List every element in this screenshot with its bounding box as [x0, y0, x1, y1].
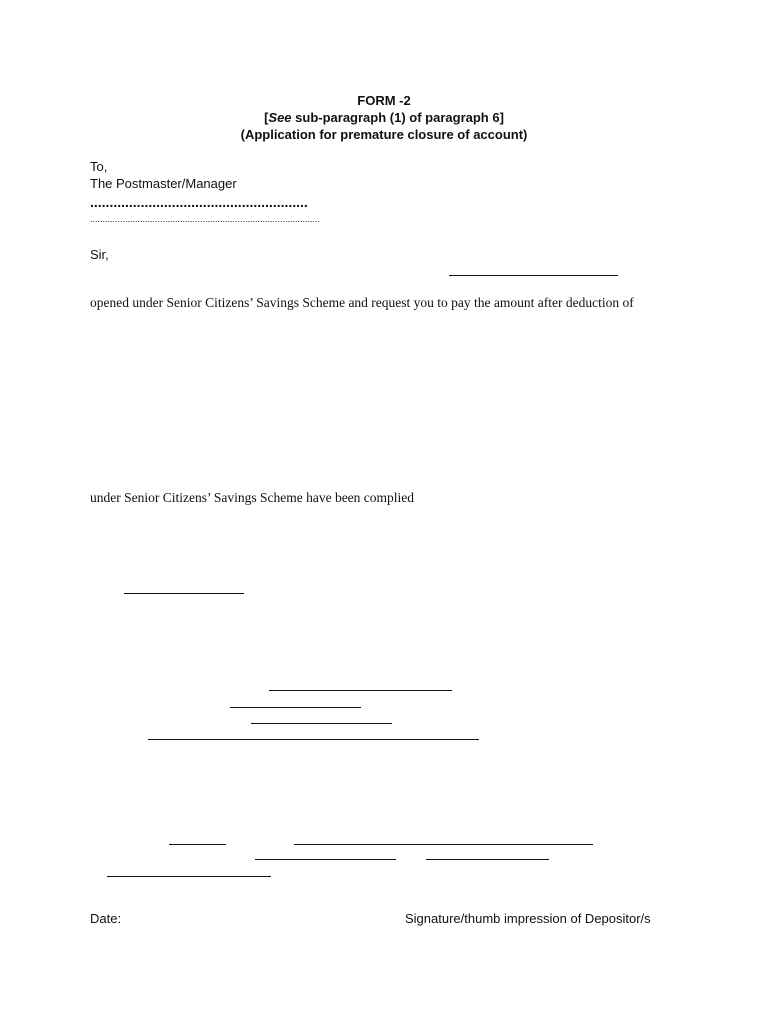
blank-line-10[interactable]: [107, 876, 271, 877]
address-dotted-line-2: ............................................................................................: [90, 214, 321, 224]
address-recipient: The Postmaster/Manager: [90, 176, 237, 191]
paragraph-2-line: under Senior Citizens’ Savings Scheme have been complied: [90, 490, 415, 505]
blank-line-1[interactable]: [124, 593, 244, 594]
address-to: To,: [90, 159, 108, 174]
form-reference: [0, 110, 768, 125]
salutation: Sir,: [90, 247, 109, 262]
address-dotted-line-1: ........................................................: [90, 194, 308, 210]
blank-line-4[interactable]: [251, 723, 392, 724]
account-number-blank[interactable]: [449, 275, 618, 276]
form-subtitle: (Application for premature closure of account): [240, 127, 528, 142]
blank-line-9[interactable]: [426, 859, 549, 860]
signature-label: Signature/thumb impression of Depositor/s: [405, 911, 651, 926]
blank-line-5[interactable]: [148, 739, 479, 740]
reference-open-bracket: [: [264, 110, 269, 125]
blank-line-3[interactable]: [230, 707, 361, 708]
date-label: Date:: [90, 911, 122, 926]
blank-line-7[interactable]: [294, 844, 593, 845]
reference-see: See: [268, 110, 292, 125]
form-number: FORM -2: [357, 93, 411, 108]
paragraph-1-line: opened under Senior Citizens’ Savings Scheme and request you to pay the amount after deduction of: [90, 295, 634, 310]
blank-line-8[interactable]: [255, 859, 396, 860]
blank-line-2[interactable]: [269, 690, 452, 691]
blank-line-6[interactable]: [169, 844, 226, 845]
reference-rest: sub-paragraph (1) of paragraph 6]: [291, 110, 504, 125]
